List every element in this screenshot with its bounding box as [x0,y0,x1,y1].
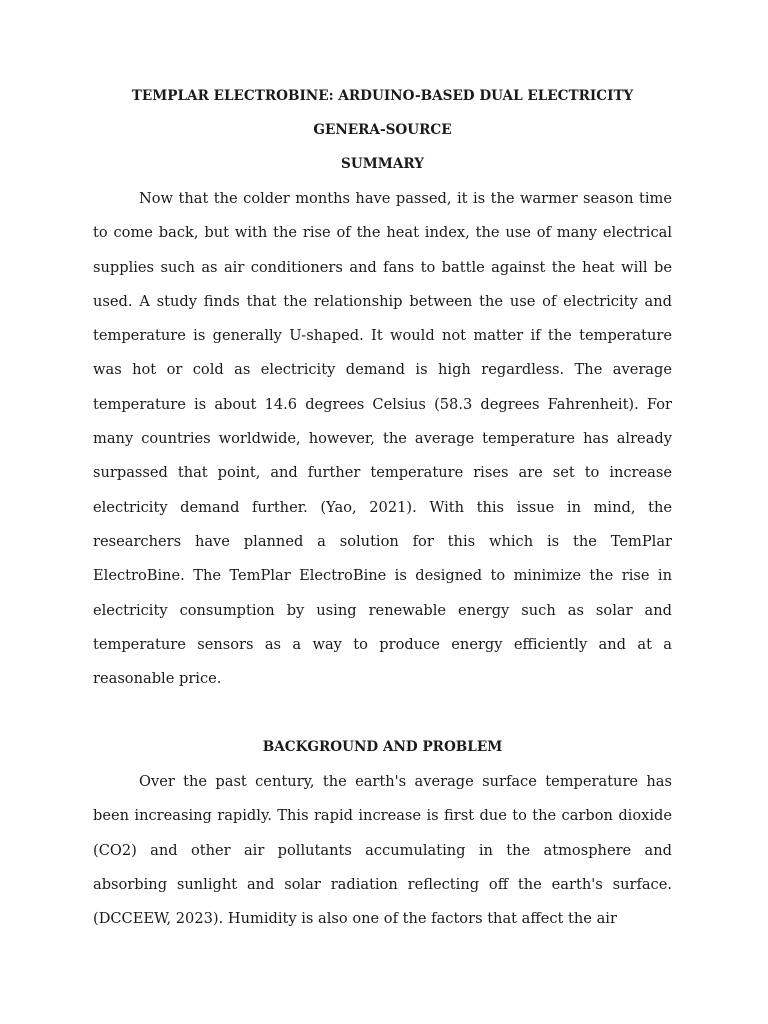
background-paragraph: Over the past century, the earth's average surface temperature has been increasing rapidly. This rapid increase is first due to the carbon dioxide (CO2) and other air pollutants accumulating in the atmosphere and absorbing sunlight and solar radiation reflecting off the earth's surface. (DCCEEW, 2023). Humidity is also one of the factors that affect the air [93,773,672,928]
document-title-line-1: TEMPLAR ELECTROBINE: ARDUINO-BASED DUAL ELECTRICITY [131,88,634,104]
document-title-line-2: GENERA-SOURCE [313,122,452,138]
background-heading: BACKGROUND AND PROBLEM [262,739,503,755]
summary-paragraph: Now that the colder months have passed, it is the warmer season time to come back, but with the rise of the heat index, the use of many electrical supplies such as air conditioners and fans to battle against the heat will be used. A study finds that the relationship between the use of electricity and temperature is generally U-shaped. It would not matter if the temperature was hot or cold as electricity demand is high regardless. The average temperature is about 14.6 degrees Celsius (58.3 degrees Fahrenheit). For many countries worldwide, however, the average temperature has already surpassed that point, and further temperature rises are set to increase electricity demand further. (Yao, 2021). With this issue in mind, the researchers have planned a solution for this which is the TemPlar ElectroBine. The TemPlar ElectroBine is designed to minimize the rise in electricity consumption by using renewable energy such as solar and temperature sensors as a way to produce energy efficiently and at a reasonable price. [93,190,672,688]
summary-heading: SUMMARY [341,156,424,172]
